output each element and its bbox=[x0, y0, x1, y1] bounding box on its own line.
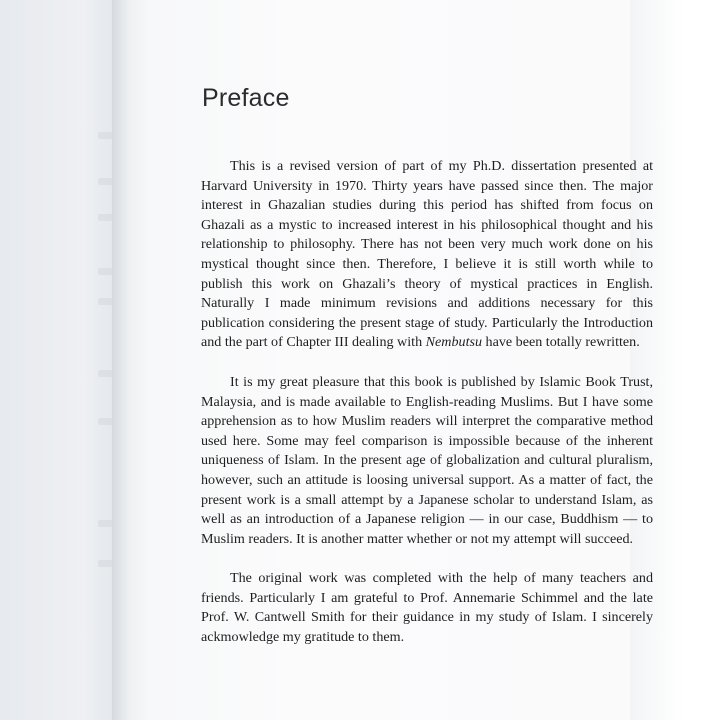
left-page-edge bbox=[0, 0, 118, 720]
paragraph-3: The original work was completed with the help of many teachers and friends. Particularly I am grateful to Prof. Annemarie Schimmel and the late Prof. W. Cantwell Smith for their guidance in my study of Islam. I sincerely ackmowledge my gratitude to them. bbox=[201, 570, 653, 646]
paragraph-1-italic-term: Nembutsu bbox=[425, 334, 483, 351]
paragraph-1-text: This is a revised version of part of my Ph.D. dissertation presented at Harvard University in 1970. Thirty years have passed since then. The major interest in Ghazalian studies during this period has shifted from focus on Ghazali as a mystic to increased interest in his philosophical thought and his relationship to philosophy. There has not been very much work done on his mystical thought since then. Therefore, I believe it is still worth while to publish this work on Ghazali’s theory of mystical practices in English. Naturally I made minimum revisions and additions necessary for this publication considering the present stage of study. Particularly the Introduction and the part of Chapter III dealing with bbox=[201, 158, 653, 351]
paragraph-1-text-end: have been totally rewritten. bbox=[482, 334, 640, 351]
book-gutter bbox=[112, 0, 150, 720]
body-text bbox=[201, 157, 653, 648]
paragraph-2: It is my great pleasure that this book is published by Islamic Book Trust, Malaysia, and is made available to English-reading Muslims. But I have some apprehension as to how Muslim readers will interpret the comparative method used here. Some may feel comparison is impossible because of the inherent uniqueness of Islam. In the present age of globalization and cultural pluralism, however, such an attitude is loosing universal support. As a matter of fact, the present work is a small attempt by a Japanese scholar to understand Islam, as well as an introduction of a Japanese religion — in our case, Buddhism — to Muslim readers. It is another matter whether or not my attempt will succeed. bbox=[201, 373, 653, 547]
paragraph-1 bbox=[201, 157, 653, 353]
page-title: Preface bbox=[202, 84, 290, 112]
